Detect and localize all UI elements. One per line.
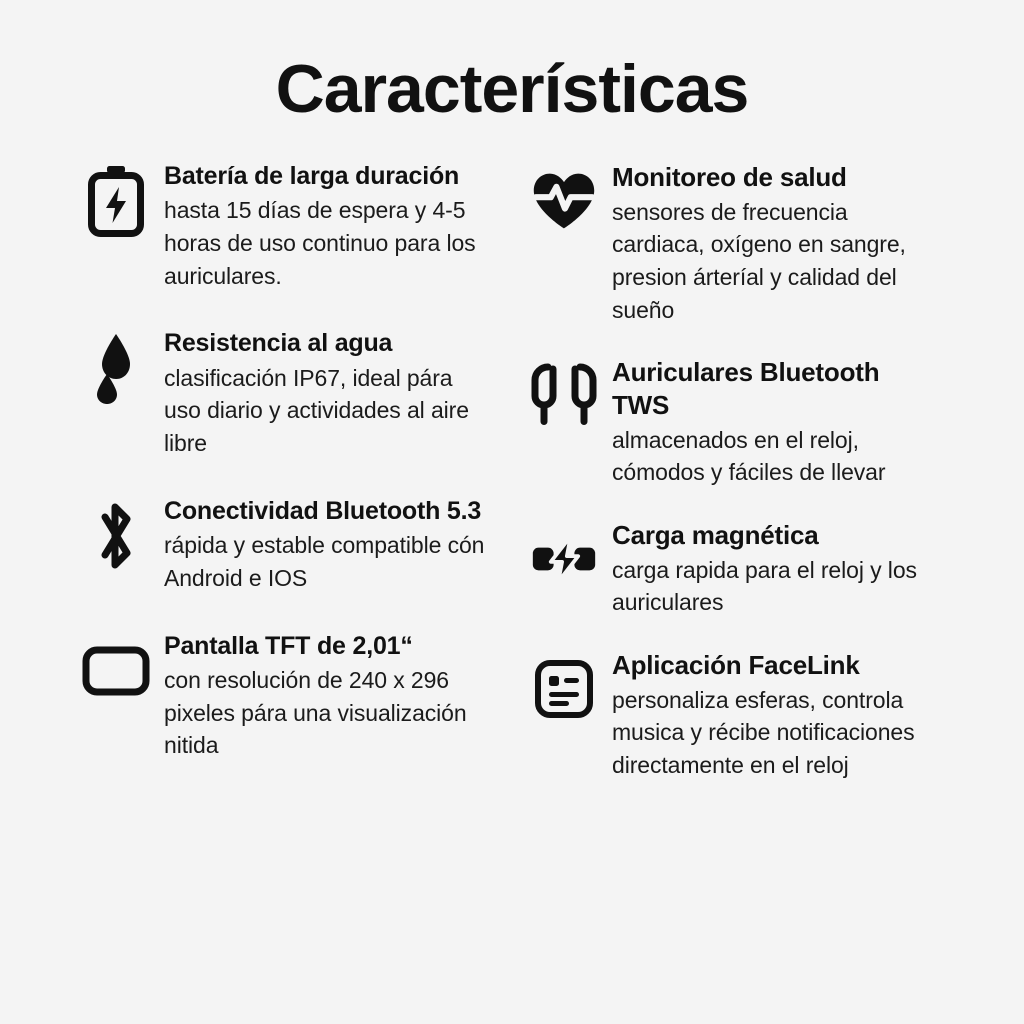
feature-description: sensores de frecuencia cardiaca, oxígeno en sangre, presion árteríal y calidad del sueño — [612, 198, 906, 323]
magnetic-charging-icon — [530, 525, 598, 593]
page-title: Características — [275, 51, 749, 127]
feature-text — [164, 496, 494, 595]
features-columns — [40, 161, 984, 782]
bluetooth-icon — [82, 502, 150, 570]
feature-item — [82, 496, 494, 595]
heart-pulse-icon — [530, 167, 598, 235]
feature-text — [612, 161, 942, 326]
feature-item — [82, 328, 494, 459]
earbuds-icon — [530, 362, 598, 430]
water-drops-icon — [82, 334, 150, 402]
feature-text — [612, 356, 942, 489]
feature-description: rápida y estable compatible cón Android e IOS — [164, 532, 485, 591]
feature-title: Aplicación FaceLink — [612, 650, 860, 681]
feature-description: con resolución de 240 x 296 pixeles pára una visualización nitida — [164, 667, 467, 759]
feature-item — [530, 356, 942, 489]
feature-text — [612, 519, 942, 619]
feature-item — [82, 161, 494, 292]
feature-text — [164, 328, 494, 459]
feature-description: almacenados en el reloj, cómodos y fáciles de llevar — [612, 426, 886, 486]
feature-title: Carga magnética — [612, 519, 819, 550]
feature-description: hasta 15 días de espera y 4-5 horas de uso continuo para los auriculares. — [164, 197, 476, 289]
feature-text — [164, 161, 494, 292]
feature-title: Conectividad Bluetooth 5.3 — [164, 496, 482, 525]
feature-title: Resistencia al agua — [164, 329, 393, 358]
feature-text — [612, 649, 942, 782]
app-card-icon — [530, 655, 598, 723]
feature-title: Monitoreo de salud — [612, 161, 847, 192]
feature-title: Auriculares Bluetooth TWS — [612, 357, 880, 420]
feature-item — [530, 161, 942, 326]
battery-charging-icon — [82, 167, 150, 235]
features-column-left — [82, 161, 494, 782]
feature-title: Pantalla TFT de 2,01“ — [164, 631, 413, 660]
feature-description: carga rapida para el reloj y los auriculares — [612, 556, 917, 616]
feature-description: clasificación IP67, ideal pára uso diario y actividades al aire libre — [164, 364, 469, 457]
feature-item — [82, 631, 494, 762]
feature-text — [164, 631, 494, 762]
feature-description: personaliza esferas, controla musica y récibe notificaciones directamente en el reloj — [612, 686, 915, 779]
features-column-right — [530, 161, 942, 782]
feature-title: Batería de larga duración — [164, 161, 460, 190]
feature-item — [530, 519, 942, 619]
feature-item — [530, 649, 942, 782]
screen-icon — [82, 637, 150, 705]
